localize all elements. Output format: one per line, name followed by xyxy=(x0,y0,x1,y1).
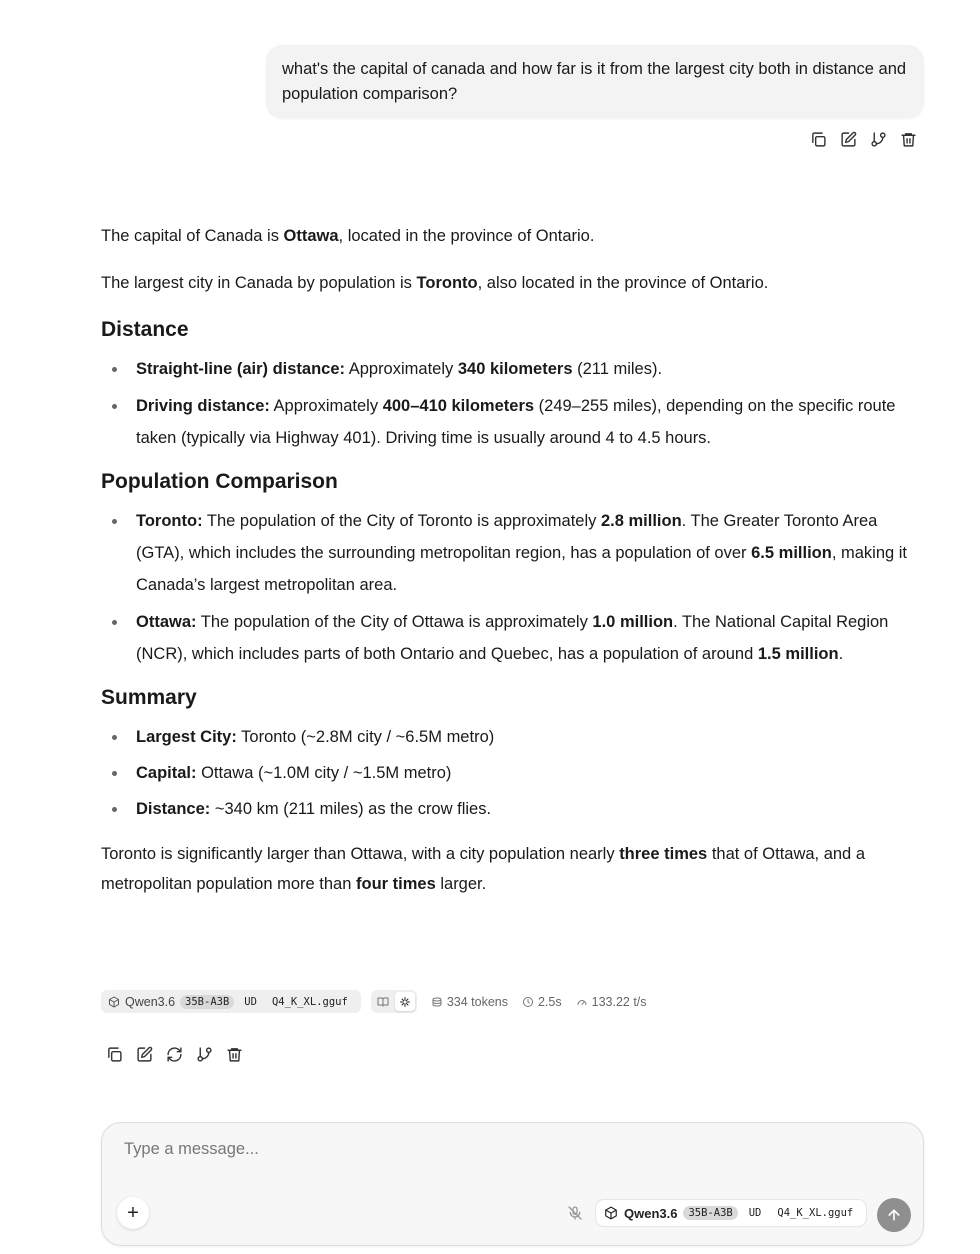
user-message-text: what's the capital of canada and how far is it from the largest city both in distance and population comparison? xyxy=(282,60,907,103)
model-size-tag: 35B-A3B xyxy=(683,1206,737,1220)
branch-icon[interactable] xyxy=(868,129,888,149)
answer-conclusion: Toronto is significantly larger than Ottawa, with a city population nearly three times that of Ottawa, and a metropolitan population more than four times larger. xyxy=(101,845,865,893)
message-meta-row xyxy=(101,990,647,1013)
cube-icon xyxy=(604,1206,618,1220)
trash-icon[interactable] xyxy=(898,129,918,149)
add-attachment-button[interactable] xyxy=(117,1197,149,1229)
assistant-message xyxy=(101,222,923,918)
model-name: Qwen3.6 xyxy=(125,994,176,1009)
heading-population: Population Comparison xyxy=(101,470,338,493)
message-composer xyxy=(101,1122,924,1246)
model-ud-tag: UD xyxy=(244,995,257,1008)
model-ud-tag: UD xyxy=(748,1207,762,1219)
regenerate-icon[interactable] xyxy=(164,1044,184,1064)
model-name: Qwen3.6 xyxy=(624,1205,678,1221)
send-button[interactable] xyxy=(877,1198,911,1232)
summary-list xyxy=(101,721,923,825)
clock-icon xyxy=(522,996,534,1008)
edit-icon[interactable] xyxy=(838,129,858,149)
list-item: Straight-line (air) distance: Approximately 340 kilometers (211 miles). xyxy=(101,353,923,385)
user-message-actions xyxy=(808,129,918,149)
list-item: Toronto: The population of the City of Toronto is approximately 2.8 million. The Greater Toronto Area (GTA), which includes the surrounding metropolitan region, has a population of over 6.5 million, making it Canada’s largest metropolitan area. xyxy=(101,505,923,601)
cube-icon xyxy=(108,996,120,1008)
model-quant-tag: Q4_K_XL.gguf xyxy=(271,995,348,1008)
trash-icon[interactable] xyxy=(224,1044,244,1064)
arrow-up-icon xyxy=(886,1207,902,1223)
model-quant-tag: Q4_K_XL.gguf xyxy=(777,1207,854,1219)
list-item: Distance: ~340 km (211 miles) as the crow flies. xyxy=(101,793,923,825)
user-message-bubble xyxy=(266,45,924,118)
answer-largest-city: The largest city in Canada by population is Toronto, also located in the province of Ontario. xyxy=(101,274,769,292)
list-item: Ottawa: The population of the City of Ottawa is approximately 1.0 million. The National Capital Region (NCR), which includes parts of both Ontario and Quebec, has a population of around 1.5 million. xyxy=(101,606,923,670)
time-stat: 2.5s xyxy=(522,995,562,1009)
heading-distance: Distance xyxy=(101,318,189,341)
heading-summary: Summary xyxy=(101,686,197,709)
population-list xyxy=(101,505,923,670)
branch-icon[interactable] xyxy=(194,1044,214,1064)
edit-icon[interactable] xyxy=(134,1044,154,1064)
tokens-icon xyxy=(431,996,443,1008)
model-chip[interactable] xyxy=(101,990,361,1013)
plus-icon: + xyxy=(127,1201,139,1224)
copy-icon[interactable] xyxy=(104,1044,124,1064)
distance-list xyxy=(101,353,923,454)
mic-off-icon[interactable] xyxy=(567,1205,583,1221)
composer-model-selector[interactable] xyxy=(596,1200,866,1226)
copy-icon[interactable] xyxy=(808,129,828,149)
list-item: Capital: Ottawa (~1.0M city / ~1.5M metro) xyxy=(101,757,923,789)
message-input[interactable] xyxy=(124,1140,884,1159)
token-count-stat: 334 tokens xyxy=(431,995,508,1009)
list-item: Driving distance: Approximately 400–410 kilometers (249–255 miles), depending on the specific route taken (typically via Highway 401). Driving time is usually around 4 to 4.5 hours. xyxy=(101,390,923,454)
gauge-icon xyxy=(576,996,588,1008)
speed-stat: 133.22 t/s xyxy=(576,995,647,1009)
model-size-tag: 35B-A3B xyxy=(180,995,234,1009)
assistant-message-actions xyxy=(104,1044,244,1064)
sparkle-icon[interactable] xyxy=(395,992,415,1011)
list-item: Largest City: Toronto (~2.8M city / ~6.5M metro) xyxy=(101,721,923,753)
answer-capital: The capital of Canada is Ottawa, located in the province of Ontario. xyxy=(101,227,595,245)
book-icon[interactable] xyxy=(373,992,393,1011)
view-toggle-group xyxy=(371,990,417,1013)
